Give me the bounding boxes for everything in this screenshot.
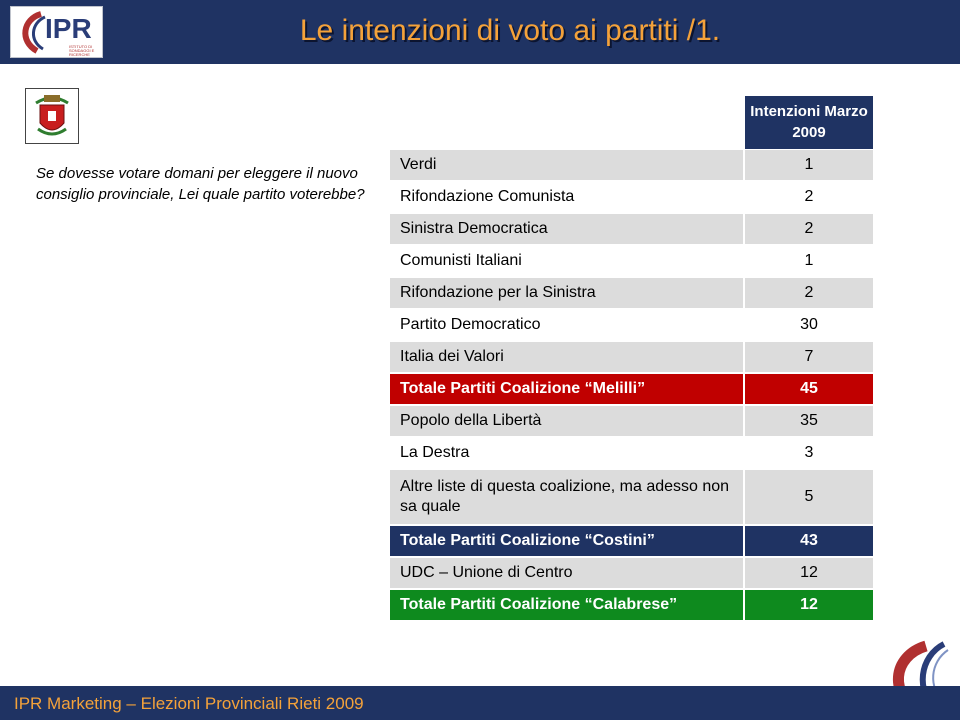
- page-title: Le intenzioni di voto ai partiti /1.: [299, 14, 721, 47]
- table-row: [390, 182, 873, 214]
- table-row: [390, 470, 873, 526]
- footer-text: IPR Marketing – Elezioni Provinciali Rieti 2009: [14, 694, 364, 713]
- row-label: Sinistra Democratica: [390, 214, 743, 244]
- row-label: Totale Partiti Coalizione “Melilli”: [390, 374, 743, 404]
- coalition-total-row-costini: [390, 526, 873, 558]
- row-label: Totale Partiti Coalizione “Calabrese”: [390, 590, 743, 620]
- row-label: UDC – Unione di Centro: [390, 558, 743, 588]
- table-row: [390, 558, 873, 590]
- row-label: Rifondazione per la Sinistra: [390, 278, 743, 308]
- logo-text: IPR: [45, 13, 92, 44]
- table-row: [390, 150, 873, 182]
- row-value: 45: [745, 374, 873, 404]
- row-label: Italia dei Valori: [390, 342, 743, 372]
- row-value: 30: [745, 310, 873, 340]
- column-header: Intenzioni Marzo 2009: [745, 96, 873, 149]
- logo-subtitle: ISTITUTO DI SONDAGGI E RICERCHE: [69, 44, 95, 57]
- table-row: [390, 406, 873, 438]
- row-label: Rifondazione Comunista: [390, 182, 743, 212]
- row-value: 5: [745, 470, 873, 524]
- row-label: Verdi: [390, 150, 743, 180]
- coalition-total-row-melilli: [390, 374, 873, 406]
- header-bar: [0, 0, 960, 64]
- row-label: Totale Partiti Coalizione “Costini”: [390, 526, 743, 556]
- row-value: 2: [745, 214, 873, 244]
- row-value: 1: [745, 246, 873, 276]
- row-label: Altre liste di questa coalizione, ma adesso non sa quale: [390, 470, 743, 524]
- table-row: [390, 342, 873, 374]
- row-value: 12: [745, 590, 873, 620]
- footer-bar: [0, 686, 960, 720]
- coat-of-arms-icon: [25, 88, 79, 144]
- row-value: 7: [745, 342, 873, 372]
- row-label: Partito Democratico: [390, 310, 743, 340]
- row-value: 35: [745, 406, 873, 436]
- table-row: [390, 438, 873, 470]
- row-value: 12: [745, 558, 873, 588]
- row-value: 1: [745, 150, 873, 180]
- row-value: 2: [745, 182, 873, 212]
- table-row: [390, 214, 873, 246]
- row-label: Popolo della Libertà: [390, 406, 743, 436]
- table-row: [390, 246, 873, 278]
- row-label: La Destra: [390, 438, 743, 468]
- survey-question: Se dovesse votare domani per eleggere il nuovo consiglio provinciale, Lei quale partito voterebbe?: [36, 165, 365, 203]
- vote-intention-table: [390, 150, 873, 622]
- row-value: 2: [745, 278, 873, 308]
- coalition-total-row-calabrese: [390, 590, 873, 622]
- table-row: [390, 310, 873, 342]
- table-row: [390, 278, 873, 310]
- row-label: Comunisti Italiani: [390, 246, 743, 276]
- row-value: 3: [745, 438, 873, 468]
- row-value: 43: [745, 526, 873, 556]
